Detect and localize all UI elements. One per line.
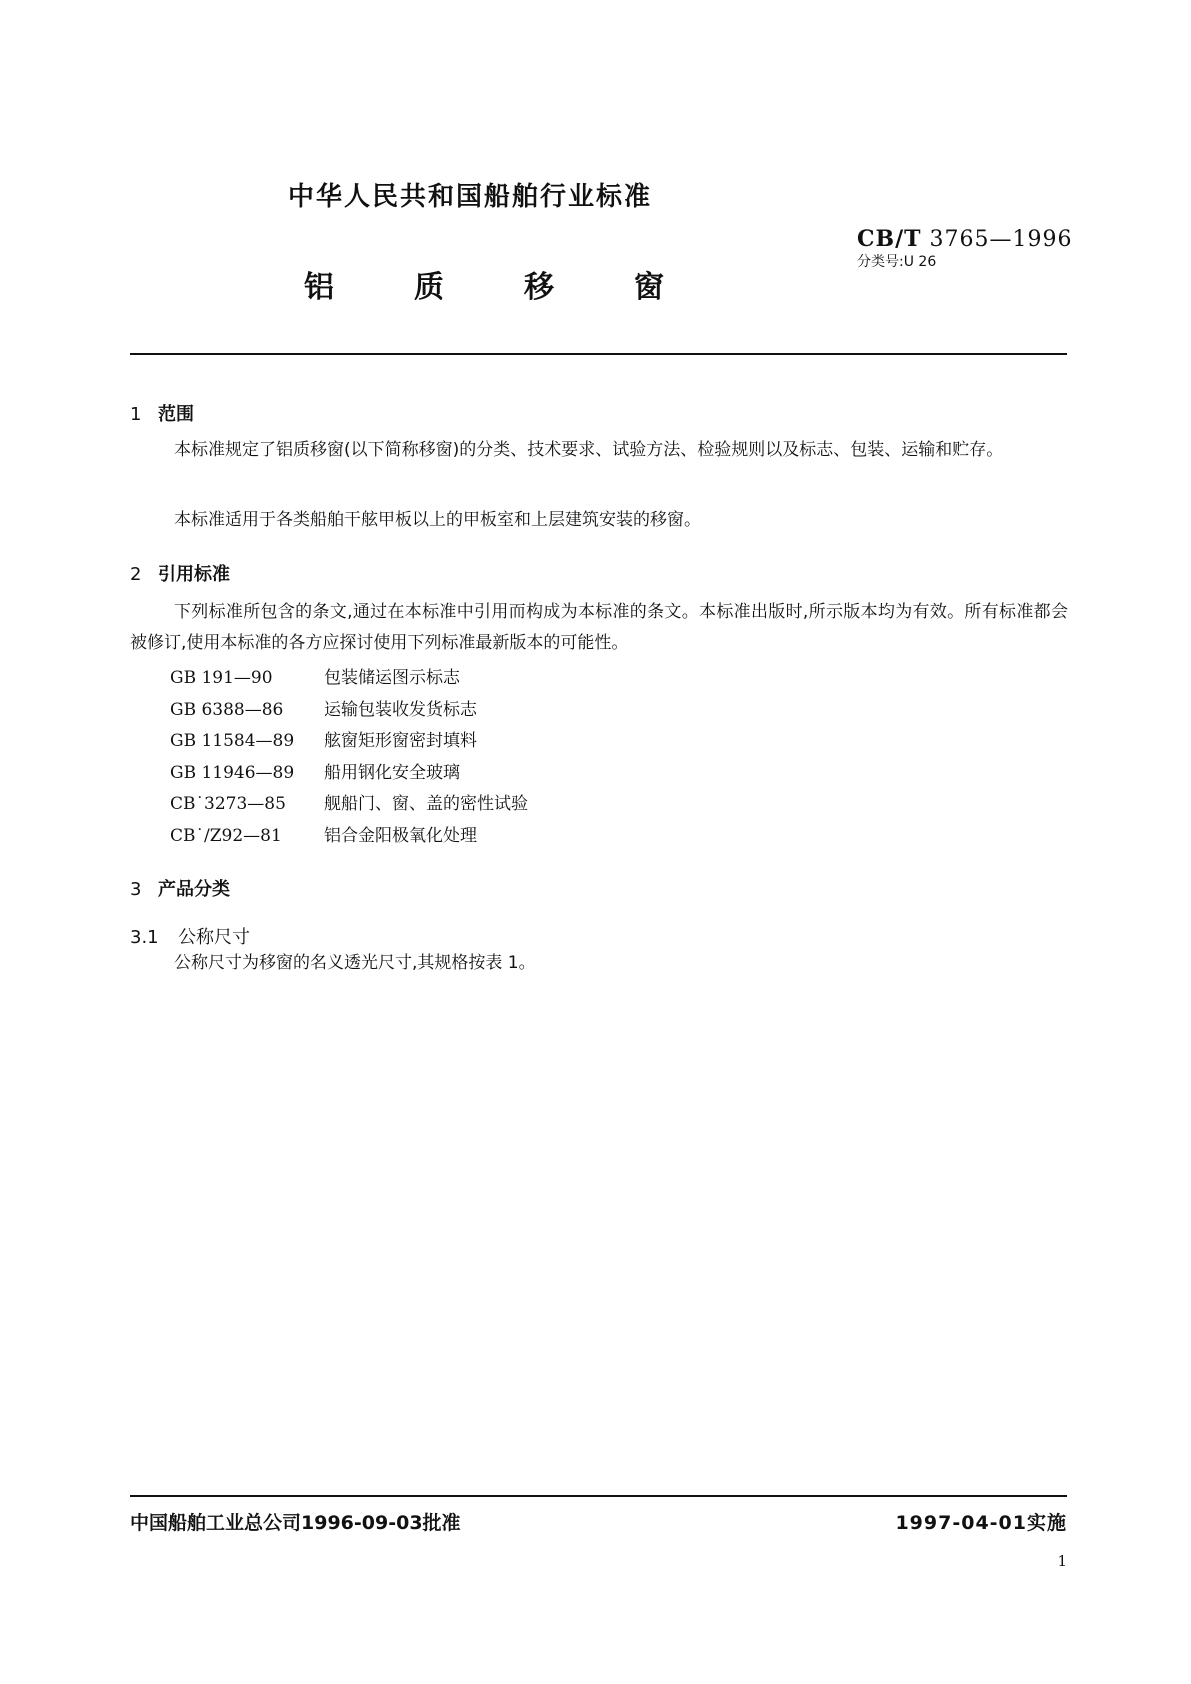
reference-name: 船用钢化安全玻璃 bbox=[324, 762, 460, 783]
standard-number: 3765—1996 bbox=[929, 227, 1073, 252]
section-1-paragraph-2: 本标准适用于各类船舶干舷甲板以上的甲板室和上层建筑安装的移窗。 bbox=[174, 510, 701, 530]
effective-date: 1997-04-01实施 bbox=[895, 1512, 1067, 1534]
reference-item bbox=[170, 663, 528, 695]
reference-name: 运输包装收发货标志 bbox=[324, 699, 477, 720]
issuer-title: 中华人民共和国船舶行业标准 bbox=[288, 182, 653, 212]
section-3-number: 3 bbox=[130, 879, 142, 900]
reference-item bbox=[170, 726, 528, 758]
section-1-number: 1 bbox=[130, 404, 142, 425]
reference-code: GB 11946—89 bbox=[170, 762, 295, 783]
reference-item bbox=[170, 695, 528, 727]
section-1-title: 范围 bbox=[158, 404, 194, 425]
footer-divider bbox=[130, 1495, 1067, 1497]
reference-item bbox=[170, 821, 528, 853]
reference-name: 铝合金阳极氧化处理 bbox=[324, 825, 477, 846]
standard-code bbox=[857, 226, 1073, 252]
header-divider bbox=[130, 353, 1067, 355]
classification-number: 分类号:U 26 bbox=[857, 254, 937, 270]
reference-code: GB 191—90 bbox=[170, 668, 273, 688]
section-2-number: 2 bbox=[130, 564, 142, 585]
section-2-title: 引用标准 bbox=[158, 564, 230, 585]
reference-item bbox=[170, 758, 528, 790]
reference-name: 舷窗矩形窗密封填料 bbox=[324, 731, 477, 751]
section-3-heading bbox=[130, 875, 230, 901]
section-2-paragraph-1: 下列标准所包含的条文,通过在本标准中引用而构成为本标准的条文。本标准出版时,所示版本均为有效。所有标准都会被修订,使用本标准的各方应探讨使用下列标准最新版本的可能性。 bbox=[130, 602, 1068, 653]
title-char-1: 铝 bbox=[304, 270, 334, 305]
page-number: 1 bbox=[1057, 1552, 1067, 1570]
section-3-1-title: 公称尺寸 bbox=[178, 927, 250, 948]
reference-name: 包装储运图示标志 bbox=[324, 668, 460, 688]
approval-statement: 中国船舶工业总公司1996-09-03批准 bbox=[130, 1512, 461, 1534]
reference-item bbox=[170, 789, 528, 821]
section-1-paragraph-1: 本标准规定了铝质移窗(以下简称移窗)的分类、技术要求、试验方法、检验规则以及标志、包装、运输和贮存。 bbox=[174, 440, 1004, 460]
section-3-title: 产品分类 bbox=[158, 879, 230, 900]
title-char-4: 窗 bbox=[634, 270, 664, 305]
reference-list bbox=[170, 663, 528, 852]
section-3-1-number: 3.1 bbox=[130, 927, 159, 948]
reference-code: CB˙3273—85 bbox=[170, 794, 286, 814]
reference-name: 舰船门、窗、盖的密性试验 bbox=[324, 794, 528, 814]
standard-prefix: CB/T bbox=[857, 226, 922, 252]
reference-code: GB 11584—89 bbox=[170, 731, 295, 751]
section-3-1-heading bbox=[130, 923, 250, 949]
section-1-heading bbox=[130, 400, 194, 426]
section-2-heading bbox=[130, 560, 230, 586]
title-char-2: 质 bbox=[414, 270, 444, 305]
section-3-1-paragraph: 公称尺寸为移窗的名义透光尺寸,其规格按表 1。 bbox=[174, 953, 536, 973]
title-char-3: 移 bbox=[524, 270, 554, 305]
reference-code: CB˙/Z92—81 bbox=[170, 825, 282, 846]
document-title bbox=[304, 262, 664, 306]
reference-code: GB 6388—86 bbox=[170, 699, 284, 720]
